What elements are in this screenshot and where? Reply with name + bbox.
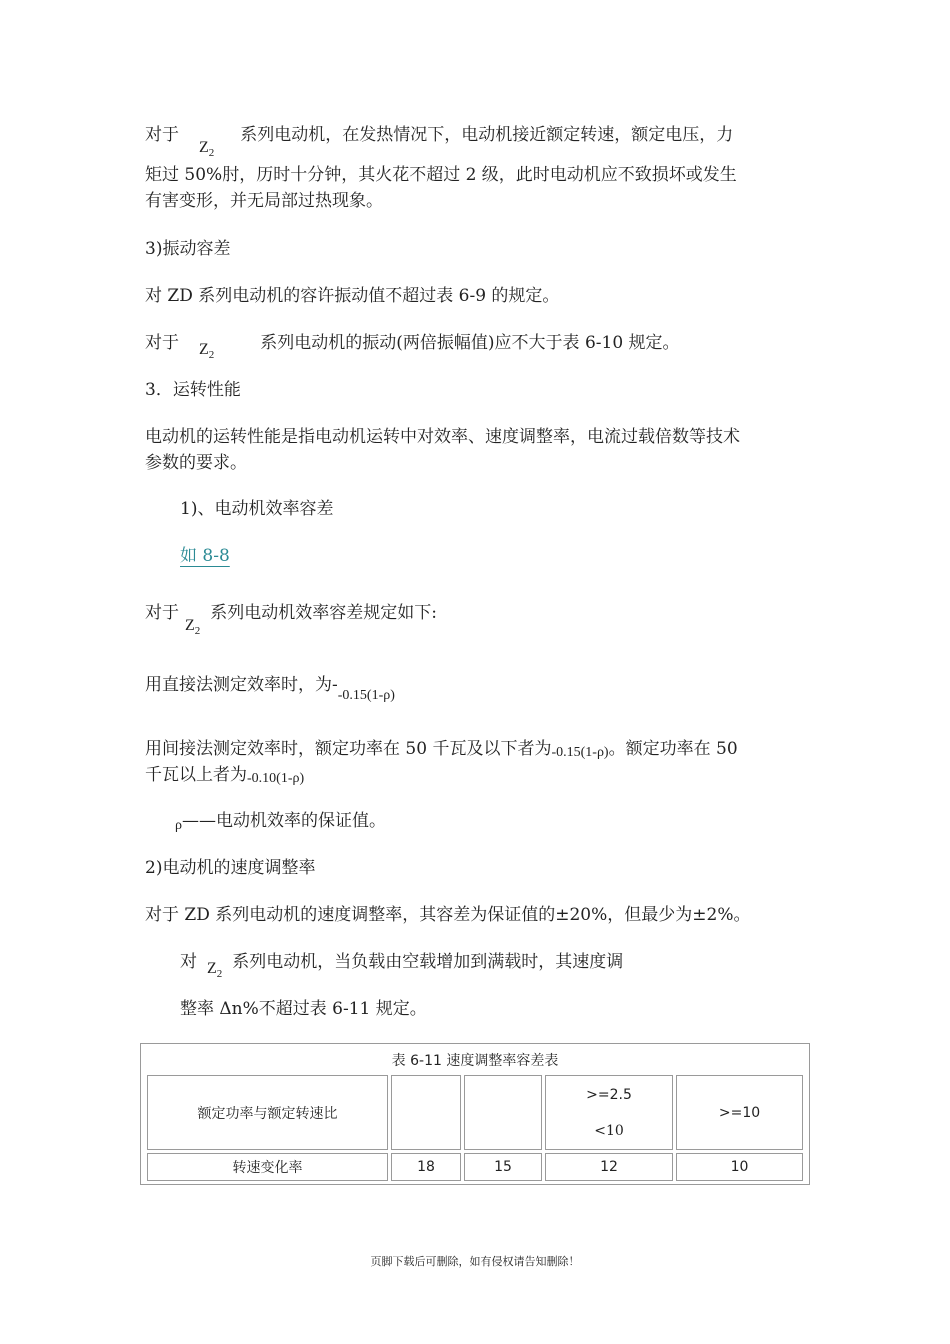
symbol-z bbox=[185, 617, 201, 637]
text: 。额定功率在 50 bbox=[608, 739, 738, 759]
table-cell: 15 bbox=[464, 1153, 542, 1181]
symbol-letter: Z bbox=[207, 960, 217, 977]
table-cell bbox=[545, 1075, 673, 1150]
symbol-letter: Z bbox=[199, 139, 209, 156]
paragraph-z2-heating bbox=[145, 122, 734, 159]
formula: -0.15(1-ρ) bbox=[337, 688, 395, 703]
paragraph-z2-speed bbox=[180, 949, 623, 981]
table-caption: 表 6-11 速度调整率容差表 bbox=[391, 1053, 559, 1069]
page-footer: 页脚下载后可删除，如有侵权请告知删除！ bbox=[370, 1255, 580, 1268]
text: 系列电动机，当负载由空载增加到满载时，其速度调 bbox=[232, 952, 624, 972]
symbol-z bbox=[199, 341, 215, 361]
table-cell: 12 bbox=[545, 1153, 673, 1181]
text: 对 bbox=[180, 952, 197, 972]
heading-speed-regulation: 2)电动机的速度调整率 bbox=[145, 858, 316, 878]
symbol-subscript: 2 bbox=[194, 625, 201, 637]
text: 对于 bbox=[145, 333, 179, 353]
symbol-letter: Z bbox=[199, 341, 209, 358]
formula: -0.15(1-ρ) bbox=[551, 745, 609, 760]
symbol-subscript: 2 bbox=[208, 147, 215, 159]
paragraph-z2-efficiency bbox=[145, 600, 438, 637]
paragraph-zd-speed: 对于 ZD 系列电动机的速度调整率，其容差为保证值的±20%，但最少为±2%。 bbox=[145, 905, 751, 925]
symbol-letter: Z bbox=[185, 617, 195, 634]
text: 对于 bbox=[145, 125, 179, 145]
paragraph-line: 有害变形，并无局部过热现象。 bbox=[145, 191, 383, 211]
table-row bbox=[147, 1075, 803, 1150]
cell-text-top: >=2.5 bbox=[586, 1086, 632, 1103]
table-row-label: 额定功率与额定转速比 bbox=[147, 1075, 388, 1150]
formula: -0.10(1-ρ) bbox=[247, 771, 305, 786]
table-row-label: 转速变化率 bbox=[147, 1153, 388, 1181]
table-cell-empty bbox=[391, 1075, 461, 1150]
paragraph-z2-vibration bbox=[145, 330, 680, 362]
text: 千瓦以上者为 bbox=[145, 765, 247, 785]
paragraph-line bbox=[145, 762, 304, 790]
symbol-z bbox=[199, 139, 215, 159]
symbol-subscript: 2 bbox=[216, 968, 223, 980]
table-grid bbox=[144, 1072, 806, 1184]
paragraph-indirect-method bbox=[145, 736, 738, 764]
table-cell-empty bbox=[464, 1075, 542, 1150]
text: 用间接法测定效率时，额定功率在 50 千瓦及以下者为 bbox=[145, 739, 552, 759]
symbol-z bbox=[207, 960, 223, 980]
table-cell: 10 bbox=[676, 1153, 803, 1181]
table-cell: 18 bbox=[391, 1153, 461, 1181]
paragraph-rho bbox=[175, 808, 386, 836]
heading-efficiency: 1)、电动机效率容差 bbox=[180, 499, 334, 519]
table-cell: >=10 bbox=[676, 1075, 803, 1150]
text: 系列电动机效率容差规定如下: bbox=[210, 603, 438, 623]
heading-vibration: 3)振动容差 bbox=[145, 239, 231, 259]
symbol-subscript: 2 bbox=[208, 349, 215, 361]
heading-running-performance: 3．运转性能 bbox=[145, 380, 241, 400]
text: 系列电动机，在发热情况下，电动机接近额定转速，额定电压，力 bbox=[240, 125, 734, 145]
paragraph-line: 参数的要求。 bbox=[145, 453, 247, 473]
paragraph-direct-method bbox=[145, 672, 395, 703]
text: ——电动机效率的保证值。 bbox=[182, 811, 386, 831]
cell-text-bottom: <10 bbox=[594, 1122, 624, 1139]
text: 系列电动机的振动(两倍振幅值)应不大于表 6-10 规定。 bbox=[260, 333, 680, 353]
symbol-rho: ρ bbox=[175, 818, 182, 833]
paragraph-line: 矩过 50%肘，历时十分钟，其火花不超过 2 级，此时电动机应不致损坏或发生 bbox=[145, 165, 737, 185]
table-row bbox=[147, 1153, 803, 1181]
reference-link[interactable]: 如 8-8 bbox=[180, 546, 230, 566]
paragraph-zd-vibration: 对 ZD 系列电动机的容许振动值不超过表 6-9 的规定。 bbox=[145, 286, 560, 306]
paragraph-line: 整率 Δn%不超过表 6-11 规定。 bbox=[180, 999, 427, 1019]
text: 用直接法测定效率时，为- bbox=[145, 675, 338, 695]
text: 对于 bbox=[145, 603, 179, 623]
paragraph-line: 电动机的运转性能是指电动机运转中对效率、速度调整率，电流过载倍数等技术 bbox=[145, 427, 740, 447]
speed-regulation-table bbox=[140, 1043, 810, 1185]
